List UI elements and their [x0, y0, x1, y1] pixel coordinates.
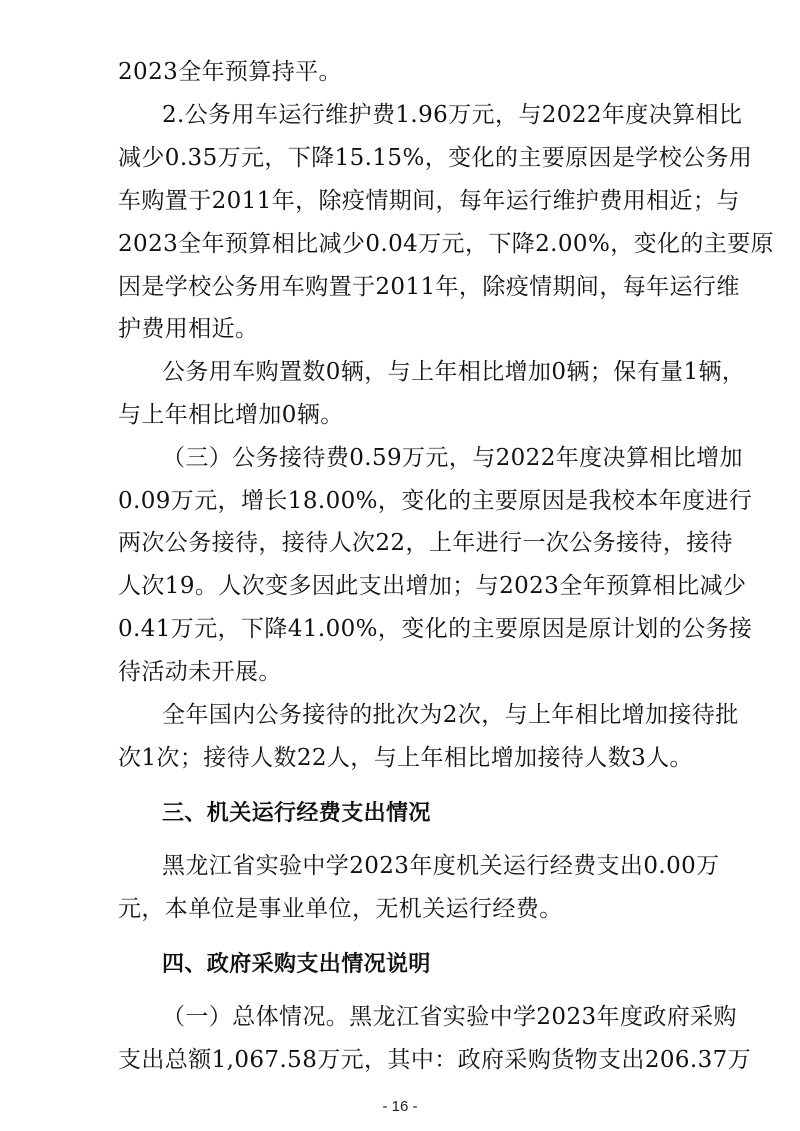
section-heading: 三、机关运行经费支出情况	[162, 801, 431, 826]
section-heading: 四、政府采购支出情况说明	[162, 952, 431, 977]
paragraph-line: 0.41万元，下降41.00%，变化的主要原因是原计划的公务接	[118, 616, 753, 642]
paragraph-line: 2023全年预算相比减少0.04万元，下降2.00%，变化的主要原	[118, 231, 775, 257]
paragraph-line: 公务用车购置数0辆，与上年相比增加0辆；保有量1辆，	[162, 359, 746, 385]
paragraph-line: 2023全年预算持平。	[118, 59, 342, 85]
paragraph-line: 两次公务接待，接待人次22，上年进行一次公务接待，接待	[118, 530, 734, 556]
paragraph-line: 全年国内公务接待的批次为2次，与上年相比增加接待批	[162, 702, 739, 728]
paragraph-line: 2.公务用车运行维护费1.96万元，与2022年度决算相比	[162, 102, 743, 128]
paragraph-line: 减少0.35万元，下降15.15%，变化的主要原因是学校公务用	[118, 145, 753, 171]
paragraph-line: 黑龙江省实验中学2023年度机关运行经费支出0.00万	[162, 853, 720, 879]
paragraph-line: 因是学校公务用车购置于2011年，除疫情期间，每年运行维	[118, 274, 740, 300]
paragraph-line: 元，本单位是事业单位，无机关运行经费。	[118, 896, 563, 922]
paragraph-line: 人次19。人次变多因此支出增加；与2023全年预算相比减少	[118, 573, 747, 599]
paragraph-line: 待活动未开展。	[118, 659, 282, 685]
page-number: - 16 -	[382, 1098, 418, 1115]
paragraph-line: （三）公务接待费0.59万元，与2022年度决算相比增加	[162, 445, 743, 471]
paragraph-line: 次1次；接待人数22人，与上年相比增加接待人数3人。	[118, 745, 693, 771]
paragraph-line: 车购置于2011年，除疫情期间，每年运行维护费用相近；与	[118, 188, 740, 214]
paragraph-line: 0.09万元，增长18.00%，变化的主要原因是我校本年度进行	[118, 488, 753, 514]
paragraph-line: （一）总体情况。黑龙江省实验中学2023年度政府采购	[162, 1004, 737, 1030]
paragraph-line: 支出总额1,067.58万元，其中：政府采购货物支出206.37万	[118, 1047, 752, 1073]
paragraph-line: 与上年相比增加0辆。	[118, 402, 344, 428]
paragraph-line: 护费用相近。	[118, 316, 259, 342]
